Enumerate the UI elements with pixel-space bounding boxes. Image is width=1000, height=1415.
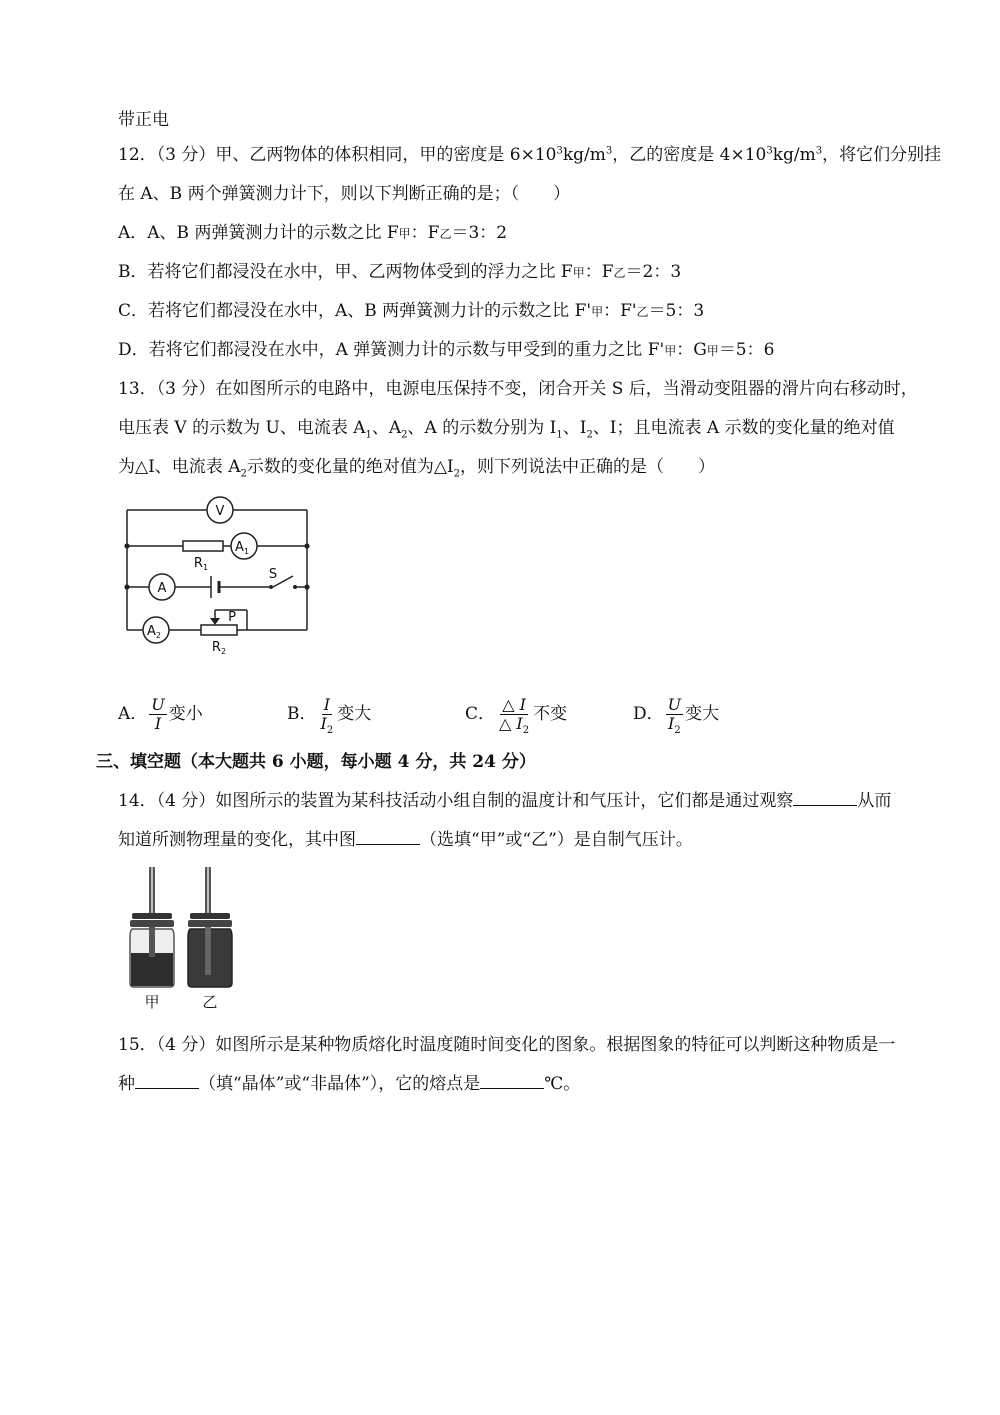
resistor-r1 [183, 541, 223, 551]
q12-option-d: D．若将它们都浸没在水中，A 弹簧测力计的示数与甲受到的重力之比 F'甲：G甲＝5：6 [118, 340, 775, 360]
q15-blank-2[interactable] [480, 1074, 544, 1089]
q14-stem-line1: 14．（4 分）如图所示的装置为某科技活动小组自制的温度计和气压计，它们都是通过观察 从而 [118, 791, 892, 811]
circuit-diagram [115, 490, 325, 660]
thermometer-bottle [130, 867, 174, 987]
slider-arrow-icon [210, 618, 220, 625]
q12-stem-line1: 12．（3 分）甲、乙两物体的体积相同，甲的密度是 $6\times 10^3kg/m^3$，乙的密度是 $4\times 10^3kg/m^3$，将它们分别挂 [118, 145, 942, 165]
q14-blank-1[interactable] [793, 791, 857, 806]
q14-stem-line2: 知道所测物理量的变化，其中图 （选填“甲”或“乙”）是自制气压计。 [118, 830, 693, 850]
q15-stem-line1: 15．（4 分）如图所示是某种物质熔化时温度随时间变化的图象。根据图象的特征可以判断这种物质是一 [118, 1035, 896, 1055]
q12-option-c: C．若将它们都浸没在水中，A、B 两弹簧测力计的示数之比 F'甲：F'乙＝5：3 [118, 301, 705, 321]
bottle-label-right: 乙 [202, 993, 218, 1011]
section-heading: 三、填空题（本大题共 6 小题，每小题 4 分，共 24 分） [96, 752, 536, 772]
q13-option-c: C． $\frac{\triangle I}{\triangle I_2}$ 不变 [465, 695, 568, 737]
q13-stem-line1: 13．（3 分）在如图所示的电路中，电源电压保持不变，闭合开关 S 后，当滑动变阻器的滑片向右移动时， [118, 379, 918, 399]
q13-stem-line3: 为△I、电流表 $A_2$示数的变化量的绝对值为$\triangle I_2$，则下列说法中正确的是（ ） [118, 457, 716, 480]
barometer-bottle [188, 867, 232, 987]
voltmeter-label: V [215, 504, 225, 519]
q12-option-a: A．A、B 两弹簧测力计的示数之比 F甲：F乙＝3：2 [118, 223, 508, 243]
q13-option-a: A． $\frac{U}{I}$ 变小 [118, 695, 203, 733]
q15-stem-line2: 种 （填“晶体”或“非晶体”），它的熔点是 ℃。 [118, 1074, 581, 1094]
q14-blank-2[interactable] [356, 830, 420, 845]
previous-answer-tail: 带正电 [118, 110, 169, 130]
q12-stem-line2: 在 A、B 两个弹簧测力计下，则以下判断正确的是；（ ） [118, 184, 571, 204]
resistor-r2 [201, 625, 237, 635]
switch-label: S [268, 567, 278, 582]
slider-label: P [228, 610, 236, 625]
q13-stem-line2: 电压表 V 的示数为 U、电流表 $A_1$、$A_2$、A 的示数分别为 $I_1$、$I_2$、I；且电流表 A 示数的变化量的绝对值 [118, 418, 895, 441]
ammeter-a2-label: $A_2$ [147, 624, 161, 640]
q13-option-d: D． $\frac{U}{I_2}$ 变大 [633, 695, 720, 737]
ammeter-a-label: A [157, 581, 167, 596]
q15-blank-1[interactable] [135, 1074, 199, 1089]
q13-option-b: B． $\frac{I}{I_2}$ 变大 [287, 695, 372, 737]
bottles-figure [118, 865, 248, 1015]
r1-label: $R_1$ [193, 556, 209, 572]
bottle-label-left: 甲 [144, 993, 160, 1011]
ammeter-a1-label: $A_1$ [235, 540, 249, 556]
r2-label: $R_2$ [211, 640, 227, 656]
q12-option-b: B．若将它们都浸没在水中，甲、乙两物体受到的浮力之比 F甲：F乙＝2：3 [118, 262, 682, 282]
